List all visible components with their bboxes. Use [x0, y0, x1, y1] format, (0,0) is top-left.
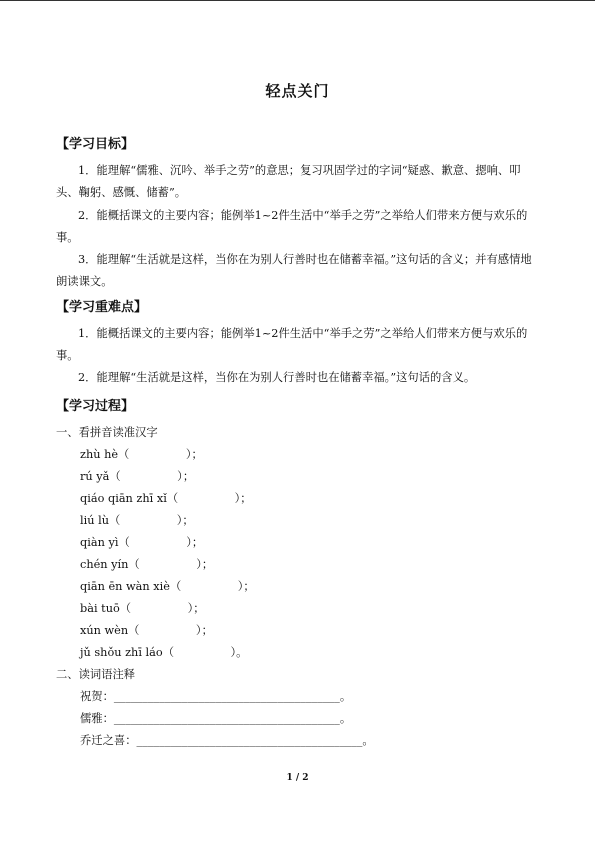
- page-title: 轻点关门: [265, 82, 330, 100]
- section-glossary-title: 二、读词语注释: [56, 668, 136, 681]
- goals-heading: 【学习目标】: [56, 137, 135, 152]
- goal-item-1: 1．能理解“儒雅、沉吟、举手之劳”的意思；复习巩固学过的字词“疑惑、歉意、摁响、叩头、鞠躬、感慨、储蓄”。: [56, 164, 521, 199]
- process-heading: 【学习过程】: [56, 399, 135, 414]
- page-number: 1 / 2: [286, 773, 309, 783]
- pinyin-item: chén yín（ ）；: [80, 558, 214, 571]
- glossary-item: 儒雅：________________________________________。: [80, 712, 352, 725]
- key-point-item-2: 2．能理解“生活就是这样，当你在为别人行善时也在储蓄幸福。”这句话的含义。: [78, 371, 476, 384]
- pinyin-item: jǔ shǒu zhī láo（ ）。: [80, 646, 248, 659]
- pinyin-item: qiān ēn wàn xiè（ ）；: [80, 580, 255, 593]
- key-points-heading: 【学习重难点】: [56, 300, 148, 315]
- goal-item-2: 2．能概括课文的主要内容；能例举1~2件生活中“举手之劳”之举给人们带来方便与欢乐的事。: [56, 209, 528, 244]
- pinyin-item: bài tuō（ ）；: [80, 602, 205, 615]
- pinyin-item: zhù hè（ ）；: [80, 448, 203, 461]
- pinyin-item: rú yǎ（ ）；: [80, 470, 195, 483]
- key-point-item-1: 1．能概括课文的主要内容；能例举1~2件生活中“举手之劳”之举给人们带来方便与欢乐的事。: [56, 327, 528, 362]
- pinyin-item: liú lù（ ）；: [80, 514, 194, 527]
- glossary-item: 祝贺：________________________________________。: [80, 690, 352, 703]
- section-pinyin-title: 一、看拼音读准汉字: [56, 426, 158, 439]
- goal-item-3: 3．能理解“生活就是这样，当你在为别人行善时也在储蓄幸福。”这句话的含义；并有感情地朗读课文。: [56, 253, 532, 288]
- pinyin-item: xún wèn（ ）；: [80, 624, 213, 637]
- page-top-border: [0, 0, 595, 1]
- pinyin-item: qiàn yì（ ）；: [80, 536, 204, 549]
- glossary-item: 乔迁之喜：________________________________________。: [80, 734, 374, 747]
- pinyin-item: qiáo qiān zhī xǐ（ ）；: [80, 492, 252, 505]
